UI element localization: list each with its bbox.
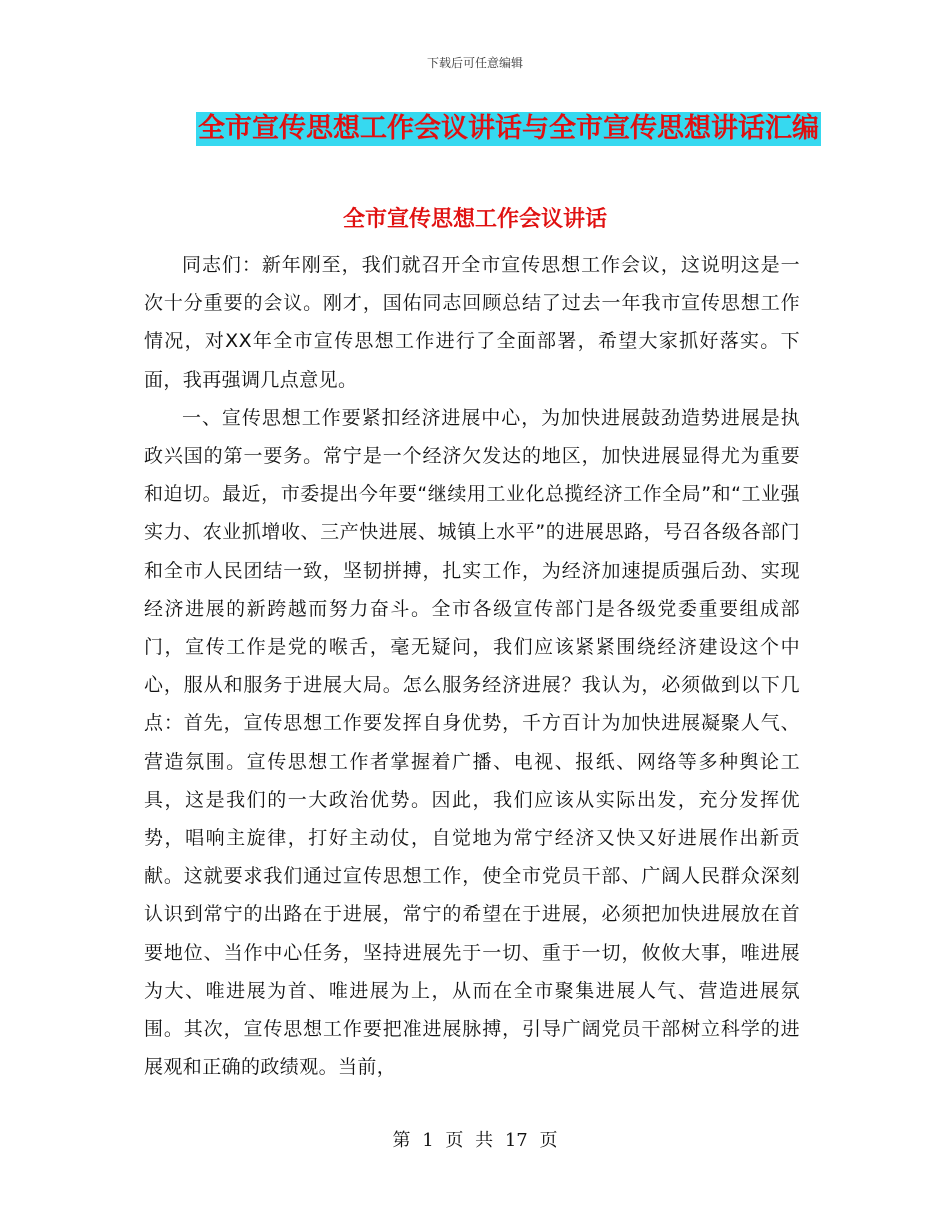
document-title: 全市宣传思想工作会议讲话与全市宣传思想讲话汇编: [198, 113, 819, 144]
paragraph: 同志们：新年刚至，我们就召开全市宣传思想工作会议，这说明这是一次十分重要的会议。刚才，国佑同志回顾总结了过去一年我市宣传思想工作情况，对XX年全市宣传思想工作进行了全面部署，希望大家抓好落实。下面，我再强调几点意见。: [144, 254, 800, 391]
page-footer: 第 1 页 共 17 页: [392, 1130, 558, 1151]
paragraph: 一、宣传思想工作要紧扣经济进展中心，为加快进展鼓劲造势进展是执政兴国的第一要务。常宁是一个经济欠发达的地区，加快进展显得尤为重要和迫切。最近，市委提出今年要“继续用工业化总揽经济工作全局”和“工业强实力、农业抓增收、三产快进展、城镇上水平”的进展思路，号召各级各部门和全市人民团结一致，坚韧拼搏，扎实工作，为经济加速提质强后劲、实现经济进展的新跨越而努力奋斗。全市各级宣传部门是各级党委重要组成部门，宣传工作是党的喉舌，毫无疑问，我们应该紧紧围绕经济建设这个中心，服从和服务于进展大局。怎么服务经济进展？我认为，必须做到以下几点：首先，宣传思想工作要发挥自身优势，千方百计为加快进展凝聚人气、营造氛围。宣传思想工作者掌握着广播、电视、报纸、网络等多种舆论工具，这是我们的一大政治优势。因此，我们应该从实际出发，充分发挥优势，唱响主旋律，打好主动仗，自觉地为常宁经济又快又好进展作出新贡献。这就要求我们通过宣传思想工作，使全市党员干部、广阔人民群众深刻认识到常宁的出路在于进展，常宁的希望在于进展，必须把加快进展放在首要地位、当作中心任务，坚持进展先于一切、重于一切，攸攸大事，唯进展为大、唯进展为首、唯进展为上，从而在全市聚集进展人气、营造进展氛围。其次，宣传思想工作要把准进展脉搏，引导广阔党员干部树立科学的进展观和正确的政绩观。当前，: [144, 406, 800, 1079]
header-note: 下载后可任意编辑: [426, 56, 523, 70]
body-text: [144, 246, 800, 1086]
speech-title: 全市宣传思想工作会议讲话: [342, 207, 607, 232]
